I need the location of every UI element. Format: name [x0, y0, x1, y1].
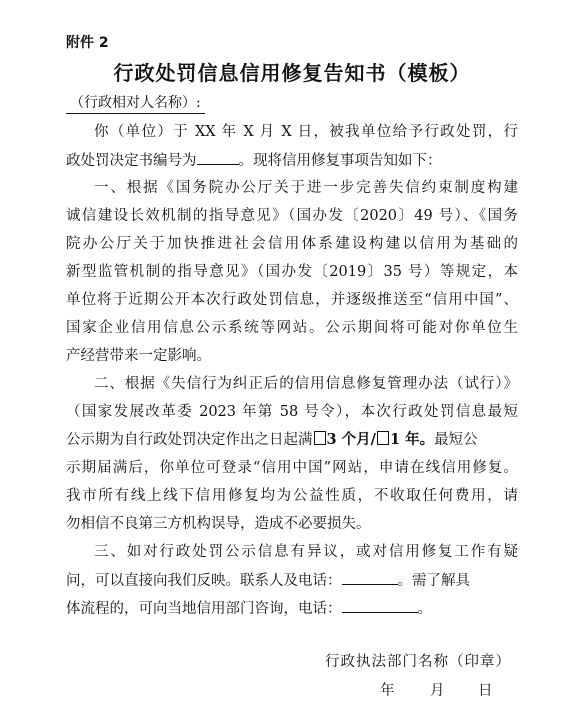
option-label-1-year: 1 年。	[389, 431, 435, 448]
attachment-label: 附件 2	[66, 35, 109, 51]
para1-line-2: 诚信建设长效机制的指导意见》（国办发〔2020〕49 号）、《国务	[66, 208, 518, 224]
para2-line-4: 示期届满后，你单位可登录“信用中国”网站，申请在线信用修复。	[66, 460, 518, 476]
para3-line-2-text-b: 。需了解具	[397, 573, 470, 589]
para2-line-1: 二、根据《失信行为纠正后的信用信息修复管理办法（试行）》	[94, 376, 518, 392]
document-title: 行政处罚信息信用修复告知书（模板）	[113, 61, 471, 85]
date-day-label: 日	[478, 683, 493, 699]
decision-number-blank	[197, 150, 239, 165]
signature-line: 行政执法部门名称（印章）	[325, 654, 511, 670]
para3-line-2	[66, 570, 518, 591]
para2-line-3-text-b: 最短公	[434, 432, 478, 448]
para1-line-5: 单位将于近期公开本次行政处罚信息，并逐级推送至“信用中国”、	[66, 292, 518, 308]
para3-line-1: 三、如对行政处罚公示信息有异议，或对信用修复工作有疑	[94, 544, 518, 560]
date-year-label: 年	[380, 683, 395, 699]
para2-line-5: 我市所有线上线下信用修复均为公益性质，不收取任何费用，请	[66, 488, 518, 504]
date-month-label: 月	[430, 683, 445, 699]
option-checkbox-1-year[interactable]	[377, 431, 389, 445]
para2-line-6: 勿相信不良第三方机构误导，造成不必要损失。	[66, 516, 371, 532]
para2-line-3	[66, 430, 518, 450]
para3-line-2-text-a: 问，可以直接向我们反映。联系人及电话：	[66, 573, 342, 589]
para2-line-3-text-a: 公示期为自行政处罚决定作出之日起满	[66, 432, 313, 448]
para2-line-2: （国家发展改革委 2023 年第 58 号令），本次行政处罚信息最短	[66, 404, 518, 420]
para3-line-3-text-b: 。	[417, 601, 432, 617]
intro-line-2-text-b: 。现将信用修复事项告知如下：	[238, 153, 442, 169]
intro-line-1: 你（单位）于 XX 年 X 月 X 日，被我单位给予行政处罚，行	[94, 124, 518, 140]
intro-line-2	[66, 150, 518, 171]
option-label-3-months: 3 个月/	[326, 431, 376, 448]
para1-line-3: 院办公厅关于加快推进社会信用体系建设构建以信用为基础的	[66, 236, 518, 252]
para3-line-3-text-a: 体流程的，可向当地信用部门咨询，电话：	[66, 601, 342, 617]
para1-line-4: 新型监管机制的指导意见》（国办发〔2019〕35 号）等规定，本	[66, 264, 518, 280]
contact-phone-blank	[342, 570, 398, 585]
para1-line-1: 一、根据《国务院办公厅关于进一步完善失信约束制度构建	[94, 180, 518, 196]
para1-line-6: 国家企业信用信息公示系统等网站。公示期间将可能对你单位生	[66, 320, 518, 336]
para3-line-3	[66, 598, 518, 619]
addressee-field: （行政相对人名称）:	[66, 92, 205, 114]
option-checkbox-3-months[interactable]	[314, 431, 326, 445]
intro-line-2-text-a: 政处罚决定书编号为	[66, 153, 197, 169]
credit-dept-phone-blank	[342, 598, 418, 613]
para1-line-7: 产经营带来一定影响。	[66, 348, 211, 364]
